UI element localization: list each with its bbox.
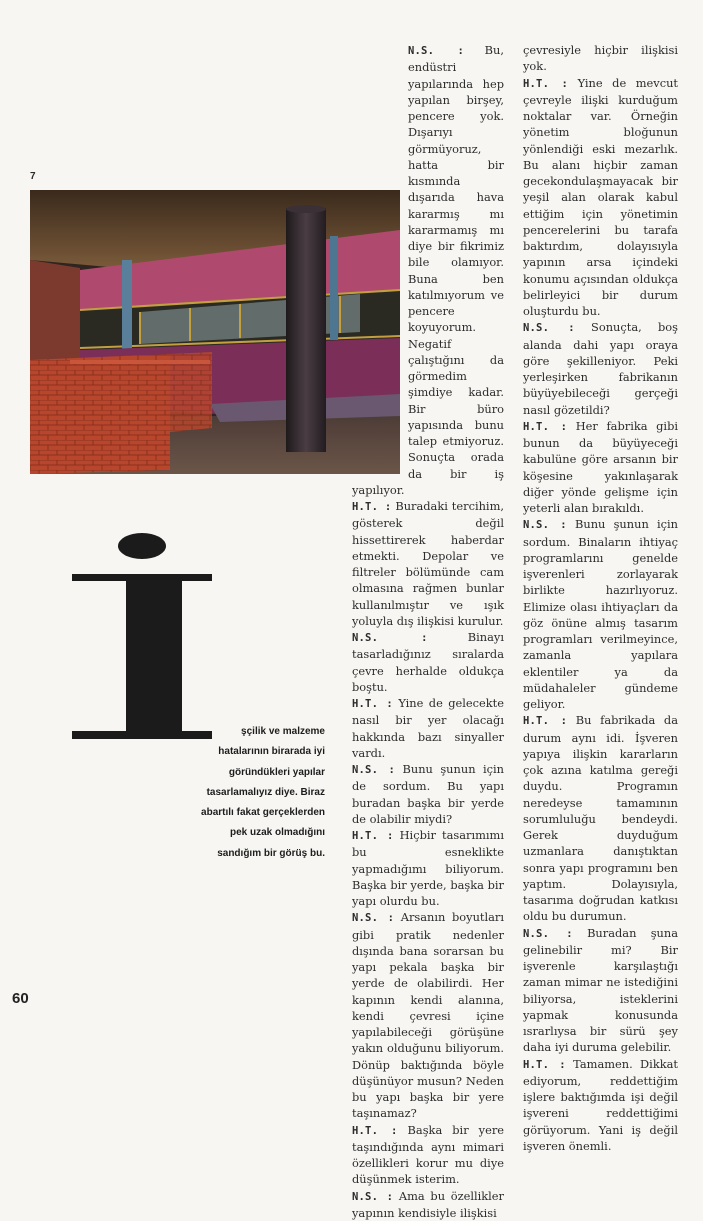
paragraph-text: Sonuçta, boş alanda dahi yapı oraya göre şekilleniyor. Peki yerleşirken fabrikanın büyüyebileceği gerçeği nasıl gözetildi?: [523, 320, 678, 416]
paragraph: [352, 498, 504, 629]
speaker-tag: H.T. :: [352, 830, 394, 842]
paragraph-text: Bu fabrikada da durum aynı idi. İşveren yapıya ilişkin kararların çok azına katılma gereği duydu. Programın neredeyse tamamının sorumluluğu bendeydi. Gerek duyduğum uzmanlara danıştıktan sonra yapı programını ben yaptım. Dolayısıyla, tasarıma doğrudan katkısı oldu bu durumun.: [523, 713, 678, 923]
paragraph-text: Ama bu özellikler yapının kendisiyle ilişkisi: [352, 1189, 504, 1220]
speaker-tag: N.S. :: [352, 1191, 393, 1203]
paragraph: [523, 516, 678, 712]
paragraph-text: Hiçbir tasarımımı bu esneklikte yapmadığımı biliyorum. Başka bir yerde, başka bir yapı olurdu bu.: [352, 828, 504, 908]
page-number: 60: [12, 990, 29, 1007]
paragraph-text: Bunu şunun için de sordum. Bu yapı buradan başka bir yerde de olabilir miydi?: [352, 762, 504, 826]
pull-quote-line: tasarlamalıyız diye. Biraz: [207, 787, 325, 798]
speaker-tag: N.S. :: [523, 322, 575, 334]
paragraph: [523, 42, 678, 75]
paragraph: [523, 712, 678, 924]
photo-caption: 7: [30, 171, 36, 182]
pull-quote-line: abartılı fakat gerçeklerden: [201, 807, 325, 818]
photo-wrap-spacer: [352, 190, 408, 480]
paragraph-text: çevresiyle hiçbir ilişkisi yok.: [523, 43, 678, 73]
paragraph-text: Arsanın boyutları gibi pratik nedenler dışında bana sorarsan bu yapı pekala başka bir yerde de olabilirdi. Her kapının kendi alanına, kendi çevresi içine yapılabileceği görüşüne yakın olduğunu biliyorum. Dönüp baktığında böyle düşünüyor musun? Neden bu yapı başka bir yere taşınamaz?: [352, 910, 504, 1120]
speaker-tag: N.S. :: [408, 45, 464, 57]
right-column: [523, 42, 678, 1154]
speaker-tag: H.T. :: [352, 501, 391, 513]
pull-quote-line: şçilik ve malzeme: [159, 722, 325, 742]
paragraph: [523, 418, 678, 517]
paragraph-text: Başka bir yere taşındığında aynı mimari özellikleri korur mu diye düşünmek isterim.: [352, 1123, 504, 1187]
paragraph-text: Bunu şunun için sordum. Binaların ihtiyaç programlarını genelde işverenleri zorlayarak birlikte hazırlıyoruz. Elimize olası ihtiyaçları da göz önüne almış tasarım programları verilmeyince, zamanla yapılara eklentiler ya da müdahaleler gündeme geliyor.: [523, 517, 678, 711]
paragraph: [352, 909, 504, 1121]
speaker-tag: H.T. :: [523, 78, 568, 90]
speaker-tag: N.S. :: [352, 632, 428, 644]
paragraph-text: Yine de mevcut çevreyle ilişki kurduğum noktalar var. Örneğin yönetim bloğunun yönlendiği eski mezarlık. Bu alanı hiçbir zaman gecekondulaşmayacak bir yeşil alan olarak kabul ettiğim için yönetimin pencerelerini bu tarafa baktırdım, dolayısıyla yapının arsa içindeki konumu açısından oldukça belirleyici bir durum oluşturdu bu.: [523, 76, 678, 319]
speaker-tag: H.T. :: [352, 698, 393, 710]
paragraph-text: Her fabrika gibi bunun da büyüyeceği kabulüne göre arsanın bir köşesine yakınlaşarak diğer yönde gelişme için yeterli alan bırakıldı.: [523, 419, 678, 515]
middle-column: [352, 42, 504, 1221]
drop-cap-initial: [72, 530, 216, 742]
paragraph-text: Tamamen. Dikkat ediyorum, reddettiğim işlere baktığımda işi değil işvereni reddettiğimi görüyorum. Yani iş değil işveren önemli.: [523, 1057, 678, 1153]
speaker-tag: H.T. :: [523, 421, 567, 433]
speaker-tag: H.T. :: [523, 1059, 566, 1071]
paragraph-text: da görmedim şimdiye kadar. Bir büro yapısında bunu talep etmiyoruz. Sonuçta orada da bir iş yapılıyor.: [352, 353, 504, 497]
paragraph-text: Buradaki tercihim, gösterek değil hissettirerek haberdar etmekti. Depolar ve filtreler bölümünde cam olmasına rağmen bunlar kullanılmıştır ve ışık yoluyla dış ilişkisi kurulur.: [352, 499, 504, 628]
speaker-tag: N.S. :: [352, 764, 395, 776]
pull-quote-line: hatalarının birarada iyi: [218, 746, 325, 757]
paragraph: [352, 827, 504, 909]
speaker-tag: N.S. :: [523, 928, 573, 940]
interior-photo: [30, 190, 400, 474]
speaker-tag: N.S. :: [523, 519, 567, 531]
paragraph: [352, 695, 504, 761]
speaker-tag: H.T. :: [523, 715, 567, 727]
paragraph-text: Bu, endüstri yapılarında hep yapılan birşey, pencere yok. Dışarıyı görmüyoruz, hatta bir kısmında dışarıda hava kararmış mı kararmamış mı diye bir fikrimiz bile olamıyor. Buna ben katılmıyorum ve pencere koyuyorum. Negatif çalıştığını: [408, 43, 504, 367]
paragraph: [352, 629, 504, 695]
pull-quote-line: göründükleri yapılar: [229, 767, 325, 778]
pull-quote-line: pek uzak olmadığını: [230, 827, 325, 838]
paragraph: [523, 1056, 678, 1155]
pull-quote: [130, 722, 325, 864]
speaker-tag: N.S. :: [352, 912, 394, 924]
paragraph: [352, 1188, 504, 1221]
drop-cap-glyph: [72, 530, 216, 742]
paragraph-text: Yine de gelecekte nasıl bir yer olacağı hakkında bazı sinyaller vardı.: [352, 696, 504, 760]
paragraph-text: Binayı tasarladığınız sıralarda çevre herhalde oldukça boştu.: [352, 630, 504, 694]
paragraph-text: Buradan şuna gelinebilir mi? Bir işverenle karşılaştığı zaman mimar ne istediğini biliyorsa, isteklerini yapmak konusunda ısrarlıysa bir sürü şey daha iyi duruma gelebilir.: [523, 926, 678, 1055]
pull-quote-line: sandığım bir görüş bu.: [217, 848, 325, 859]
paragraph: [523, 75, 678, 320]
paragraph: [523, 925, 678, 1056]
speaker-tag: H.T. :: [352, 1125, 398, 1137]
paragraph: [352, 761, 504, 827]
paragraph: [352, 1122, 504, 1188]
interior-photo-illustration: [30, 190, 400, 474]
paragraph: [523, 319, 678, 418]
